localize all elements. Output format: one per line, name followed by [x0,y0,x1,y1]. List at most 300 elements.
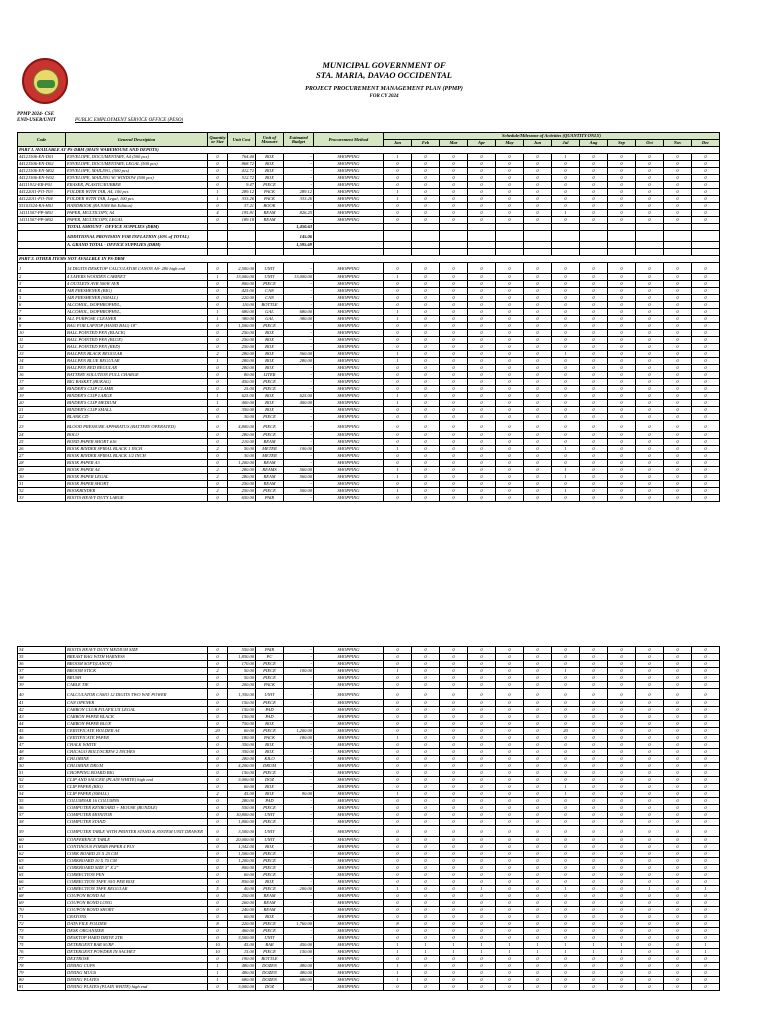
cell-month-qty: 1 [692,942,720,949]
cell-month-qty: 0 [524,481,552,488]
cell-uom: BOX [256,154,284,161]
cell-month-qty: 0 [636,323,664,330]
table-row [18,168,720,175]
col-month-aug: Aug [580,140,608,147]
cell-month-qty: 0 [608,467,636,474]
cell-budget: - [284,784,314,791]
cell-month-qty: 0 [580,203,608,210]
cell-month-qty: 0 [664,263,692,274]
cell-month-qty: 0 [468,386,496,393]
cell-month-qty: 0 [496,495,524,502]
cell-month-qty: 0 [580,798,608,805]
cell-method: SHOPPING [314,812,384,819]
cell-month-qty: 0 [524,784,552,791]
table-row [18,175,720,182]
cell-month-qty: 0 [580,805,608,812]
cell-month-qty: 0 [440,805,468,812]
table-row [18,707,720,714]
cell-description: ENVELOPE, MAILING W/ WINDOW (500 pcs) [66,175,208,182]
cell-month-qty: 0 [412,784,440,791]
cell-month-qty: 0 [496,421,524,432]
cell-code: 7 [18,309,66,316]
cell-month-qty: 0 [580,154,608,161]
cell-month-qty: 0 [440,309,468,316]
cell-month-qty: 0 [384,281,412,288]
cell-month-qty: 0 [412,714,440,721]
cell-qty: 0 [208,495,228,502]
cell-month-qty: 0 [468,400,496,407]
cell-empty [608,231,636,242]
cell-month-qty: 0 [440,907,468,914]
cell-code: 53 [18,784,66,791]
cell-month-qty: 0 [580,784,608,791]
cell-budget: - [284,495,314,502]
cell-month-qty: 0 [412,735,440,742]
cell-code: 66 [18,879,66,886]
cell-month-qty: 0 [636,365,664,372]
cell-unit-cost: 250.00 [228,488,256,495]
cell-month-qty: 0 [552,400,580,407]
cell-unit-cost: 220.00 [228,921,256,928]
cell-unit-cost: 333.26 [228,196,256,203]
cell-month-qty: 0 [636,956,664,963]
cell-month-qty: 0 [692,196,720,203]
cell-month-qty: 0 [636,721,664,728]
cell-month-qty: 0 [412,900,440,907]
cell-month-qty: 0 [440,323,468,330]
cell-month-qty: 0 [384,777,412,784]
cell-month-qty: 0 [636,942,664,949]
cell-qty: 0 [208,935,228,942]
cell-qty: 0 [208,689,228,700]
cell-month-qty: 0 [692,175,720,182]
cell-code: 55101524-RA-H01 [18,203,66,210]
cell-empty [692,231,720,242]
cell-month-qty: 0 [496,481,524,488]
cell-month-qty: 0 [412,323,440,330]
cell-method: SHOPPING [314,474,384,481]
cell-month-qty: 0 [580,858,608,865]
cell-code: 63 [18,858,66,865]
cell-month-qty: 0 [384,372,412,379]
cell-empty [692,224,720,231]
cell-month-qty: 0 [552,196,580,203]
cell-description: BALLPEN BLACK REGULAR [66,351,208,358]
cell-month-qty: 0 [608,791,636,798]
table-row [18,281,720,288]
cell-description: BINDER'S CLIP SMALL [66,407,208,414]
cell-empty [314,231,384,242]
cell-month-qty: 0 [636,453,664,460]
cell-month-qty: 0 [552,432,580,439]
cell-month-qty: 0 [608,161,636,168]
cell-budget: 560.00 [284,351,314,358]
cell-month-qty: 0 [412,474,440,481]
cell-empty [692,249,720,256]
cell-month-qty: 0 [692,323,720,330]
cell-month-qty: 0 [384,182,412,189]
cell-budget: 1,760.00 [284,921,314,928]
cell-budget: - [284,714,314,721]
cell-month-qty: 0 [496,453,524,460]
cell-month-qty: 0 [496,844,524,851]
cell-month-qty: 0 [608,812,636,819]
cell-month-qty: 0 [664,728,692,735]
cell-month-qty: 0 [692,872,720,879]
cell-month-qty: 0 [636,784,664,791]
cell-month-qty: 0 [412,682,440,689]
table-row [18,921,720,928]
cell-unit-cost: 400.00 [228,400,256,407]
cell-month-qty: 0 [468,914,496,921]
cell-code: 34 [18,647,66,654]
cell-month-qty: 0 [524,886,552,893]
cell-code: 3 [18,281,66,288]
cell-budget: - [284,900,314,907]
cell-qty: 0 [208,288,228,295]
cell-description: CHALK WHITE [66,742,208,749]
cell-month-qty: 0 [552,481,580,488]
cell-empty [18,231,66,242]
cell-empty [256,224,284,231]
cell-method: SHOPPING [314,386,384,393]
cell-budget: - [284,844,314,851]
cell-month-qty: 0 [636,351,664,358]
cell-month-qty: 0 [580,851,608,858]
cell-month-qty: 0 [468,928,496,935]
cell-month-qty: 0 [664,721,692,728]
cell-month-qty: 0 [524,844,552,851]
cell-budget: - [284,893,314,900]
cell-month-qty: 0 [496,805,524,812]
table-row [18,432,720,439]
cell-month-qty: 0 [692,302,720,309]
cell-month-qty: 0 [496,400,524,407]
cell-month-qty: 0 [636,203,664,210]
cell-month-qty: 0 [468,189,496,196]
cell-month-qty: 0 [468,784,496,791]
cell-qty: 0 [208,742,228,749]
cell-uom: REAM [256,217,284,224]
cell-uom: BOX [256,742,284,749]
cell-code: 68 [18,893,66,900]
cell-month-qty: 0 [496,302,524,309]
cell-empty [412,249,440,256]
cell-unit-cost: 2,500.00 [228,263,256,274]
cell-empty [552,231,580,242]
cell-month-qty: 0 [524,309,552,316]
cell-month-qty: 0 [524,263,552,274]
cell-month-qty: 0 [636,414,664,421]
cell-code: 2 [18,274,66,281]
cell-code: 36 [18,661,66,668]
cell-description: CONFERENCE TABLE [66,837,208,844]
cell-month-qty: 0 [636,217,664,224]
cell-method: SHOPPING [314,217,384,224]
cell-code: 23 [18,421,66,432]
cell-month-qty: 0 [524,460,552,467]
cell-uom: REAMS [256,467,284,474]
cell-month-qty: 0 [468,675,496,682]
cell-unit-cost: 680.00 [228,309,256,316]
cell-month-qty: 0 [496,763,524,770]
cell-month-qty: 0 [384,161,412,168]
cell-budget: 450.00 [284,942,314,949]
cell-month-qty: 0 [664,302,692,309]
cell-month-qty: 0 [692,407,720,414]
table-row [18,977,720,984]
cell-month-qty: 0 [580,323,608,330]
cell-month-qty: 0 [664,351,692,358]
cell-budget: 560.00 [284,474,314,481]
cell-qty: 0 [208,281,228,288]
cell-month-qty: 0 [468,365,496,372]
cell-month-qty: 0 [440,439,468,446]
col-month-jun: Jun [524,140,552,147]
cell-month-qty: 0 [608,379,636,386]
cell-month-qty: 0 [608,963,636,970]
cell-description: BOOTS HEAVY DUTY LARGE [66,495,208,502]
cell-month-qty: 1 [468,942,496,949]
cell-budget: - [284,263,314,274]
cell-qty: 1 [208,309,228,316]
cell-budget: - [284,826,314,837]
cell-empty [636,249,664,256]
cell-uom: REAM [256,474,284,481]
cell-month-qty: 0 [524,400,552,407]
cell-month-qty: 0 [580,281,608,288]
cell-month-qty: 0 [552,837,580,844]
enduser-label: END-USER/UNIT [17,118,56,123]
cell-month-qty: 0 [412,351,440,358]
cell-month-qty: 0 [384,756,412,763]
cell-month-qty: 0 [440,858,468,865]
cell-uom: PC [256,654,284,661]
cell-month-qty: 0 [636,274,664,281]
cell-description: COMPUTER MONITOR [66,812,208,819]
col-schedule: Schedule/Milestone of Activities (QUANTITY ONLY) [384,133,720,140]
cell-month-qty: 0 [412,865,440,872]
cell-month-qty: 0 [580,977,608,984]
cell-month-qty: 0 [608,886,636,893]
cell-uom: PACK [256,682,284,689]
cell-month-qty: 0 [692,756,720,763]
cell-month-qty: 0 [524,386,552,393]
header-municipal: MUNICIPAL GOVERNMENT OF [322,60,446,70]
cell-month-qty: 0 [440,900,468,907]
cell-month-qty: 0 [384,728,412,735]
cell-month-qty: 0 [496,728,524,735]
cell-unit-cost: 150.00 [228,707,256,714]
cell-month-qty: 1 [608,942,636,949]
cell-month-qty: 0 [468,819,496,826]
cell-month-qty: 0 [496,189,524,196]
cell-method: SHOPPING [314,316,384,323]
cell-budget: - [284,721,314,728]
cell-unit-cost: 150.00 [228,700,256,707]
cell-qty: 0 [208,865,228,872]
cell-month-qty: 0 [692,763,720,770]
cell-month-qty: 0 [524,295,552,302]
cell-uom: PIECE [256,432,284,439]
cell-budget: - [284,281,314,288]
part1-grand-total [18,242,720,249]
cell-month-qty: 0 [552,798,580,805]
cell-month-qty: 0 [496,316,524,323]
col-month-feb: Feb [412,140,440,147]
cell-month-qty: 0 [384,879,412,886]
cell-month-qty: 0 [692,182,720,189]
cell-empty [384,231,412,242]
cell-month-qty: 0 [692,689,720,700]
cell-uom: UNIT [256,935,284,942]
cell-qty: 0 [208,421,228,432]
cell-qty: 0 [208,323,228,330]
cell-unit-cost: 25.00 [228,386,256,393]
table-row [18,844,720,851]
cell-month-qty: 0 [552,826,580,837]
cell-description: BALLPEN RED REGULAR [66,365,208,372]
cell-month-qty: 0 [440,453,468,460]
cell-month-qty: 0 [468,956,496,963]
cell-month-qty: 0 [440,372,468,379]
cell-month-qty: 0 [496,175,524,182]
cell-month-qty: 1 [552,886,580,893]
cell-month-qty: 0 [664,467,692,474]
cell-month-qty: 0 [412,393,440,400]
cell-month-qty: 0 [496,372,524,379]
cell-description: DINING CUPS [66,963,208,970]
cell-uom: BOX [256,365,284,372]
cell-code: 60 [18,837,66,844]
cell-month-qty: 0 [608,928,636,935]
cell-qty: 0 [208,661,228,668]
cell-month-qty: 0 [384,763,412,770]
cell-month-qty: 0 [664,358,692,365]
cell-month-qty: 0 [412,984,440,991]
cell-uom: DOZEN [256,963,284,970]
cell-empty [384,249,412,256]
table-row [18,467,720,474]
cell-method: SHOPPING [314,668,384,675]
cell-uom: PIECE [256,323,284,330]
cell-unit-cost: 13,000.00 [228,274,256,281]
cell-month-qty: 0 [636,175,664,182]
cell-month-qty: 0 [524,654,552,661]
cell-uom: UNIT [256,812,284,819]
cell-month-qty: 0 [412,161,440,168]
cell-description: COUPON BOND SHORT [66,907,208,914]
cell-month-qty: 0 [692,203,720,210]
cell-empty [468,231,496,242]
cell-month-qty: 0 [384,914,412,921]
cell-unit-cost: 20,000.00 [228,837,256,844]
cell-month-qty: 0 [440,928,468,935]
cell-unit-cost: 1,850.00 [228,654,256,661]
cell-month-qty: 0 [468,935,496,942]
table-row [18,963,720,970]
cell-unit-cost: 150.00 [228,714,256,721]
cell-unit-cost: 280.00 [228,351,256,358]
cell-month-qty: 0 [580,893,608,900]
cell-unit-cost: 50.00 [228,675,256,682]
cell-month-qty: 0 [440,826,468,837]
cell-method: SHOPPING [314,407,384,414]
cell-month-qty: 0 [440,421,468,432]
cell-month-qty: 1 [552,668,580,675]
cell-month-qty: 0 [692,879,720,886]
cell-month-qty: 0 [524,900,552,907]
table-row [18,682,720,689]
cell-month-qty: 0 [412,210,440,217]
cell-unit-cost: 200.00 [228,682,256,689]
cell-month-qty: 0 [636,907,664,914]
cell-month-qty: 0 [692,488,720,495]
cell-budget: 680.00 [284,977,314,984]
cell-description: BALL POINTED PEN (BLACK) [66,330,208,337]
cell-budget: 150.00 [284,949,314,956]
cell-month-qty: 0 [524,770,552,777]
cell-month-qty: 0 [608,323,636,330]
cell-method: SHOPPING [314,467,384,474]
cell-month-qty: 0 [552,189,580,196]
cell-month-qty: 0 [636,358,664,365]
cell-empty [228,249,256,256]
cell-uom: PAIR [256,647,284,654]
cell-unit-cost: 550.00 [228,805,256,812]
table-row [18,337,720,344]
cell-month-qty: 1 [384,309,412,316]
cell-month-qty: 0 [664,770,692,777]
cell-description: BOOK BINDER SPIRAL BLACK 1/2 INCH [66,453,208,460]
cell-month-qty: 0 [524,379,552,386]
cell-month-qty: 0 [496,210,524,217]
cell-month-qty: 0 [636,707,664,714]
cell-budget: - [284,302,314,309]
cell-month-qty: 0 [412,263,440,274]
table-row [18,210,720,217]
cell-method: SHOPPING [314,432,384,439]
table-row [18,714,720,721]
cell-month-qty: 0 [692,865,720,872]
cell-month-qty: 0 [524,161,552,168]
cell-month-qty: 0 [468,182,496,189]
cell-month-qty: 0 [608,302,636,309]
cell-uom: BOX [256,721,284,728]
col-month-jul: Jul [552,140,580,147]
cell-budget: - [284,372,314,379]
cell-code: 62 [18,851,66,858]
cell-month-qty: 0 [468,689,496,700]
cell-month-qty: 0 [384,675,412,682]
cell-uom: BOX [256,344,284,351]
cell-month-qty: 0 [468,281,496,288]
cell-month-qty: 0 [524,168,552,175]
cell-month-qty: 0 [384,453,412,460]
cell-uom: BOX [256,168,284,175]
cell-month-qty: 0 [608,837,636,844]
cell-month-qty: 0 [468,900,496,907]
cell-month-qty: 0 [496,893,524,900]
cell-description: BOOK PAPER SHORT [66,481,208,488]
cell-method: SHOPPING [314,393,384,400]
cell-month-qty: 0 [468,323,496,330]
cell-month-qty: 0 [636,826,664,837]
cell-month-qty: 0 [580,654,608,661]
cell-month-qty: 0 [468,714,496,721]
cell-description: CLIP PAPER (SMALL) [66,791,208,798]
cell-month-qty: 0 [384,935,412,942]
